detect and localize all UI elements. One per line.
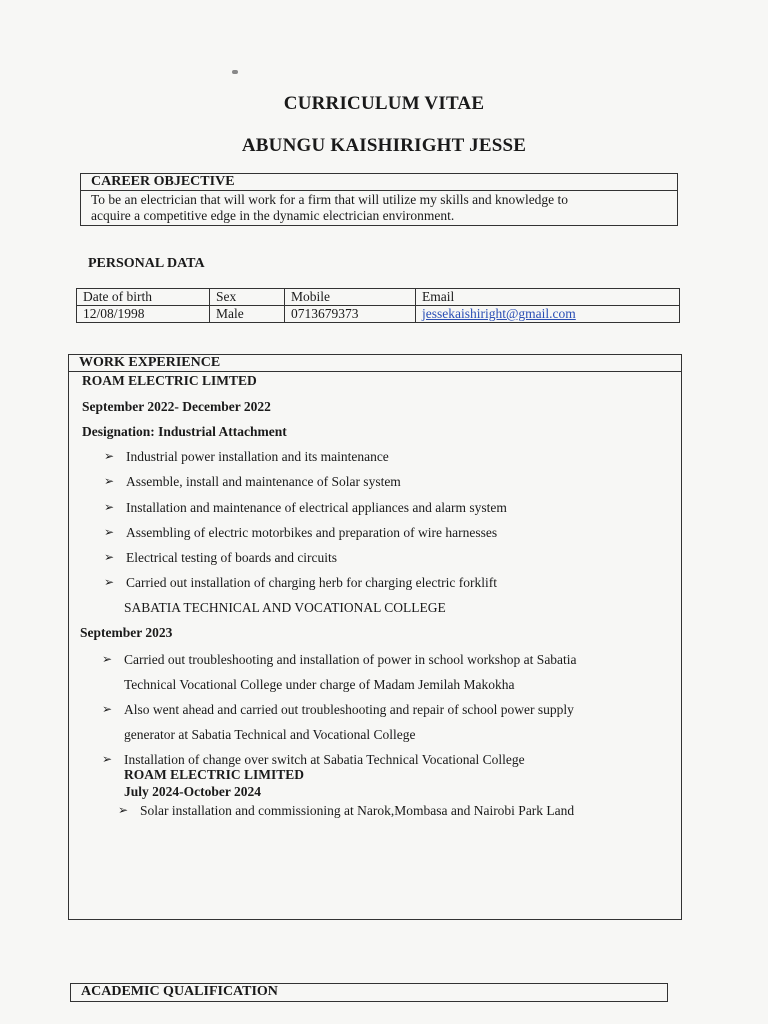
email-link[interactable]: jessekaishiright@gmail.com bbox=[422, 306, 576, 321]
table-row bbox=[77, 289, 680, 306]
duty-2-2-line-1: ➢ Also went ahead and carried out troubleshooting and repair of school power supply bbox=[124, 702, 574, 718]
career-objective-line-2: acquire a competitive edge in the dynamic electrician environment. bbox=[91, 208, 455, 223]
duty-1-3: ➢ Installation and maintenance of electrical appliances and alarm system bbox=[126, 500, 507, 516]
personal-data-heading: PERSONAL DATA bbox=[88, 256, 205, 271]
work-experience-heading: WORK EXPERIENCE bbox=[69, 355, 681, 372]
value-sex: Male bbox=[210, 306, 285, 323]
company-2: SABATIA TECHNICAL AND VOCATIONAL COLLEGE bbox=[124, 600, 446, 615]
value-mobile: 0713679373 bbox=[285, 306, 416, 323]
paper-speck bbox=[232, 70, 238, 74]
header-sex: Sex bbox=[210, 289, 285, 306]
duty-1-2: ➢ Assemble, install and maintenance of Solar system bbox=[126, 474, 401, 490]
header-dob: Date of birth bbox=[77, 289, 210, 306]
value-email[interactable] bbox=[416, 306, 680, 323]
duty-1-4: ➢ Assembling of electric motorbikes and preparation of wire harnesses bbox=[126, 525, 497, 541]
header-email: Email bbox=[416, 289, 680, 306]
career-objective-heading: CAREER OBJECTIVE bbox=[81, 174, 677, 191]
career-objective-box bbox=[80, 173, 678, 226]
duty-1-6: ➢ Carried out installation of charging herb for charging electric forklift bbox=[126, 575, 497, 591]
career-objective-line-1: To be an electrician that will work for a firm that will utilize my skills and knowledge to bbox=[91, 192, 569, 207]
candidate-name: ABUNGU KAISHIRIGHT JESSE bbox=[241, 135, 527, 156]
academic-qualification-heading: ACADEMIC QUALIFICATION bbox=[81, 984, 278, 999]
period-1: September 2022- December 2022 bbox=[82, 399, 271, 414]
value-dob: 12/08/1998 bbox=[77, 306, 210, 323]
header-mobile: Mobile bbox=[285, 289, 416, 306]
designation-1: Designation: Industrial Attachment bbox=[82, 424, 287, 439]
document-title: CURRICULUM VITAE bbox=[283, 93, 485, 114]
period-2: September 2023 bbox=[80, 625, 173, 640]
duty-2-1-line-2: Technical Vocational College under charge of Madam Jemilah Makokha bbox=[124, 677, 515, 692]
table-row bbox=[77, 306, 680, 323]
duty-1-1: ➢ Industrial power installation and its maintenance bbox=[126, 449, 389, 465]
duty-2-3: ➢ Installation of change over switch at Sabatia Technical Vocational College bbox=[124, 752, 525, 768]
duty-2-2-line-2: generator at Sabatia Technical and Vocational College bbox=[124, 727, 416, 742]
career-objective-text bbox=[81, 191, 677, 224]
duty-1-5: ➢ Electrical testing of boards and circuits bbox=[126, 550, 337, 566]
academic-qualification-box bbox=[70, 983, 668, 1002]
company-3: ROAM ELECTRIC LIMITED bbox=[124, 767, 305, 782]
personal-data-table bbox=[76, 288, 680, 323]
duty-3-1: ➢ Solar installation and commissioning at Narok,Mombasa and Nairobi Park Land bbox=[140, 803, 574, 819]
company-1: ROAM ELECTRIC LIMTED bbox=[82, 373, 257, 388]
period-3: July 2024-October 2024 bbox=[124, 784, 261, 799]
duty-2-1-line-1: ➢ Carried out troubleshooting and installation of power in school workshop at Sabatia bbox=[124, 652, 577, 668]
